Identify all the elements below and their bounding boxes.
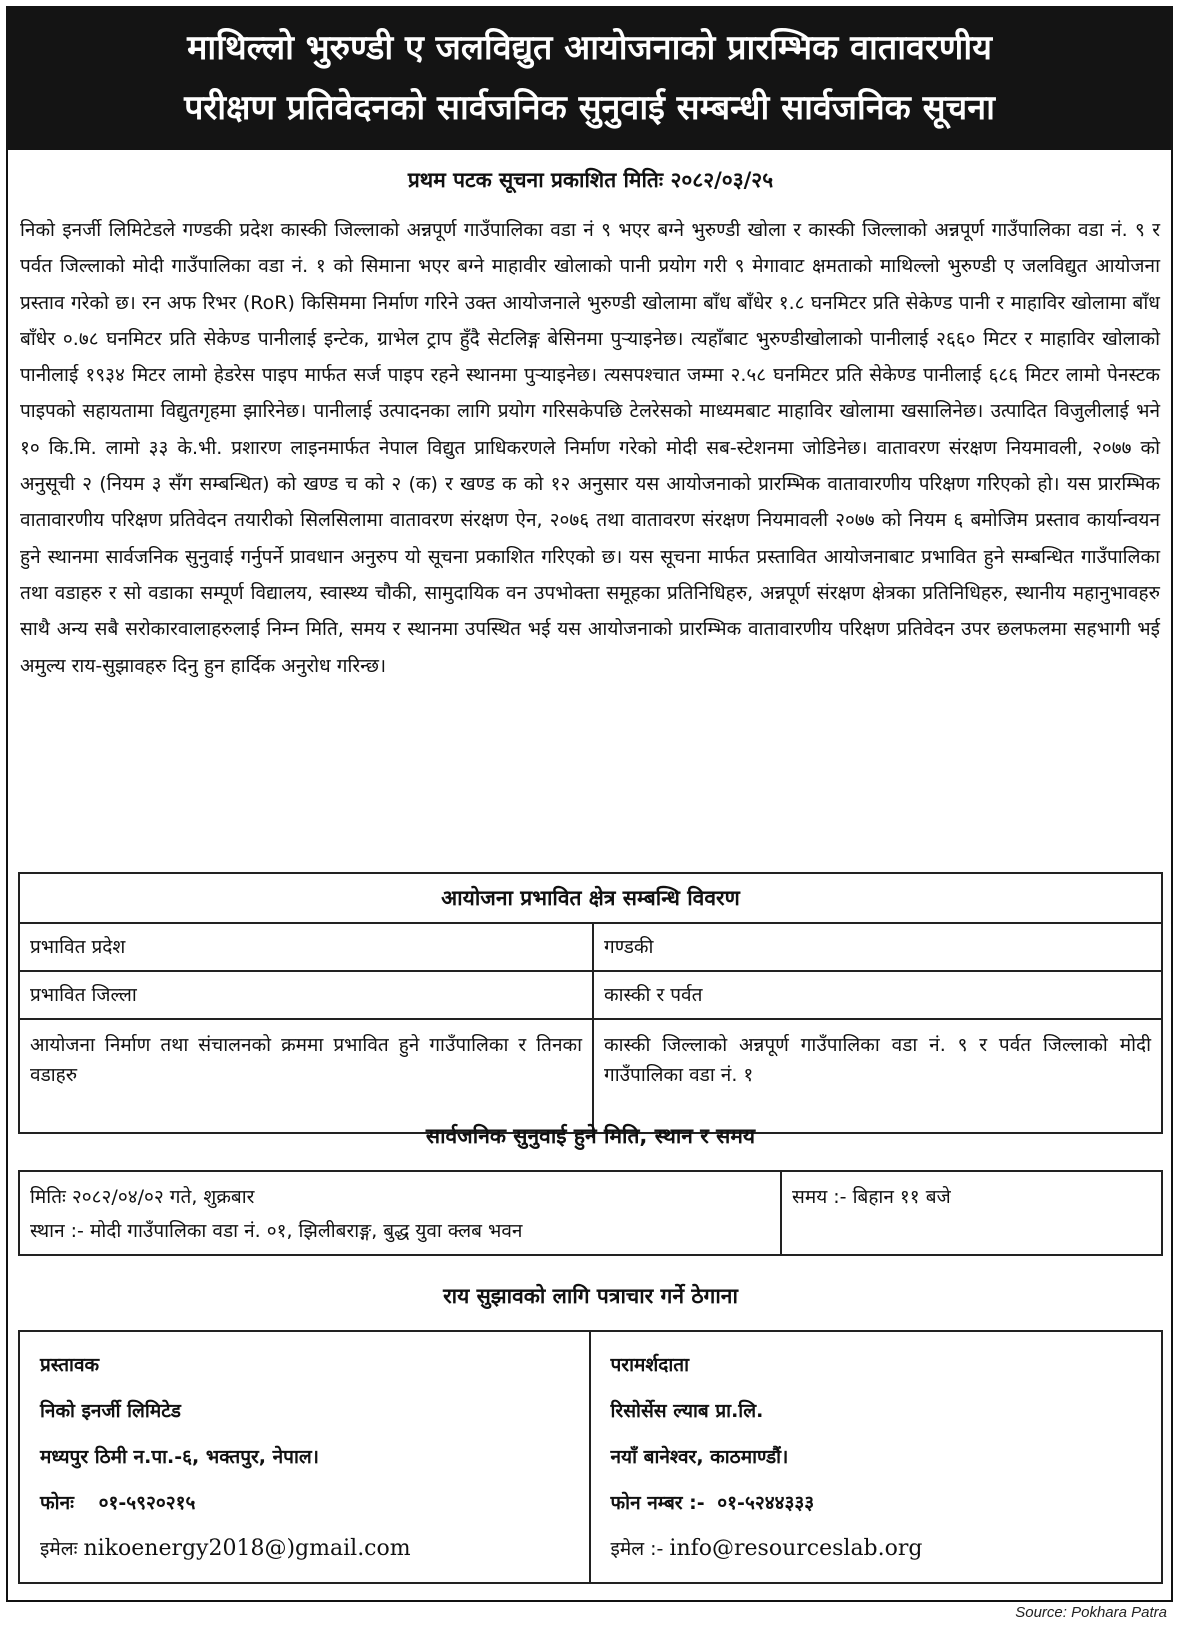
proponent-phone: ०१-५९२०२१५ (98, 1492, 196, 1514)
proponent-name: निको इनर्जी लिमिटेड (40, 1400, 181, 1422)
correspondence-address-box (18, 1330, 1163, 1584)
proponent-email-line (40, 1526, 569, 1572)
hearing-date-place (20, 1172, 782, 1254)
consultant-email-label: इमेल :- (610, 1538, 664, 1560)
proponent-email-label: इमेलः (40, 1538, 78, 1560)
hearing-time: समय :- बिहान ११ बजे (792, 1186, 951, 1208)
table-row (20, 1018, 1161, 1138)
consultant-phone-label: फोन नम्बर :- (610, 1492, 705, 1514)
consultant-email-line (611, 1526, 1142, 1572)
consultant-name: रिसोर्सेस ल्याब प्रा.लि. (610, 1400, 764, 1422)
consultant-address: नयाँ बानेश्वर, काठमाण्डौं। (610, 1446, 789, 1468)
hearing-place: स्थान :- मोदी गाउँपालिका वडा नं. ०१, झिलीबराङ्ग, बुद्ध युवा क्लब भवन (30, 1220, 523, 1242)
consultant-contact (591, 1332, 1162, 1582)
table-row (20, 970, 1161, 1018)
affected-district-value: कास्की र पर्वत (604, 984, 703, 1006)
consultant-heading: परामर्शदाता (610, 1354, 690, 1376)
proponent-email[interactable]: nikoenergy2018@)gmail.com (83, 1536, 411, 1561)
affected-area-title: आयोजना प्रभावित क्षेत्र सम्बन्धि विवरण (441, 886, 740, 910)
consultant-phone: ०१-५२४४३३३ (717, 1492, 815, 1514)
affected-municipality-label: आयोजना निर्माण तथा संचालनको क्रममा प्रभावित हुने गाउँपालिका र तिनका वडाहरु (20, 1020, 594, 1138)
hearing-title: सार्वजनिक सुनुवाई हुने मिति, स्थान र समय (425, 1124, 756, 1148)
publication-date: प्रथम पटक सूचना प्रकाशित मितिः २०८२/०३/२५ (407, 168, 774, 192)
header-title-line-2: परीक्षण प्रतिवेदनको सार्वजनिक सुनुवाई सम्बन्धी सार्वजनिक सूचना (184, 88, 995, 128)
proponent-address: मध्यपुर ठिमी न.पा.-६, भक्तपुर, नेपाल। (40, 1446, 319, 1468)
affected-district-label: प्रभावित जिल्ला (20, 972, 594, 1018)
affected-province-value: गण्डकी (604, 936, 654, 958)
affected-province-label: प्रभावित प्रदेश (20, 924, 594, 970)
source-credit: Source: Pokhara Patra (1015, 1604, 1167, 1621)
hearing-details-box (18, 1170, 1163, 1256)
header-title-line-1: माथिल्लो भुरुण्डी ए जलविद्युत आयोजनाको प्रारम्भिक वातावरणीय (187, 28, 992, 68)
table-row (20, 922, 1161, 970)
consultant-email[interactable]: info@resourceslab.org (669, 1536, 923, 1561)
affected-municipality-value: कास्की जिल्लाको अन्नपूर्ण गाउँपालिका वडा नं. ९ र पर्वत जिल्लाको मोदी गाउँपालिका वडा नं. १ (604, 1034, 1151, 1086)
proponent-heading: प्रस्तावक (40, 1354, 100, 1376)
hearing-date: मितिः २०८२/०४/०२ गते, शुक्रबार (30, 1186, 255, 1208)
proponent-phone-label: फोनः (40, 1492, 74, 1514)
proponent-contact (20, 1332, 591, 1582)
consultant-phone-line (611, 1480, 1142, 1526)
correspondence-title: राय सुझावको लागि पत्राचार गर्ने ठेगाना (443, 1284, 738, 1308)
proponent-phone-line (40, 1480, 569, 1526)
notice-body-paragraph: निको इनर्जी लिमिटेडले गण्डकी प्रदेश कास्की जिल्लाको अन्नपूर्ण गाउँपालिका वडा नं ९ भएर बग्ने भुरुण्डी खोला र कास्की जिल्लाको अन्नपूर्ण गाउँपालिका वडा नं. ९ र पर्वत जिल्लाको मोदी गाउँपालिका वडा नं. १ को सिमाना भएर बग्ने माहावीर खोलाको पानी प्रयोग गरी ९ मेगावाट क्षमताको माथिल्लो भुरुण्डी ए जलविद्युत आयोजना प्रस्ताव गरेको छ। रन अफ रिभर (RoR) किसिममा निर्माण गरिने उक्त आयोजनाले भुरुण्डी खोलामा बाँध बाँधेर १.८ घनमिटर प्रति सेकेण्ड पानी र माहाविर खोलामा बाँध बाँधेर ०.७८ घनमिटर प्रति सेकेण्ड पानीलाई इन्टेक, ग्राभेल ट्राप हुँदै सेटलिङ्ग बेसिनमा पुऱ्याइनेछ। त्यहाँबाट भुरुण्डीखोलाको पानीलाई २६६० मिटर र माहाविर खोलाको पानीलाई १९३४ मिटर लामो हेडरेस पाइप मार्फत सर्ज पाइप रहने स्थानमा पुऱ्याइनेछ। त्यसपश्चात जम्मा २.५८ घनमिटर प्रति सेकेण्ड पानीलाई ६८६ मिटर लामो पेनस्टक पाइपको सहायतामा विद्युतगृहमा झारिनेछ। पानीलाई उत्पादनका लागि प्रयोग गरिसकेपछि टेलरेसको माध्यमबाट माहाविर खोलामा खसालिनेछ। उत्पादित विजुलीलाई भने १० कि.मि. लामो ३३ के.भी. प्रशारण लाइनमार्फत नेपाल विद्युत प्राधिकरणले निर्माण गरेको मोदी सब-स्टेशनमा जोडिनेछ। वातावरण संरक्षण नियमावली, २०७७ को अनुसूची २ (नियम ३ सँग सम्बन्धित) को खण्ड च को २ (क) र खण्ड क को १२ अनुसार यस आयोजनाको प्रारम्भिक वातावारणीय परिक्षण गरिएको हो। यस प्रारम्भिक वातावारणीय परिक्षण प्रतिवेदन तयारीको सिलसिलामा वातावरण संरक्षण ऐन, २०७६ तथा वातावरण संरक्षण नियमावली २०७७ को नियम ६ बमोजिम प्रस्ताव कार्यान्वयन हुने स्थानमा सार्वजनिक सुनुवाई गर्नुपर्ने प्रावधान अनुरुप यो सूचना प्रकाशित गरिएको छ। यस सूचना मार्फत प्रस्तावित आयोजनाबाट प्रभावित हुने सम्बन्धित गाउँपालिका तथा वडाहरु र सो वडाका सम्पूर्ण विद्यालय, स्वास्थ्य चौकी, सामुदायिक वन उपभोक्ता समूहका प्रतिनिधिहरु, अन्नपूर्ण संरक्षण क्षेत्रका प्रतिनिधिहरु, स्थानीय महानुभावहरु साथै अन्य सबै सरोकारवालाहरुलाई निम्न मिति, समय र स्थानमा उपस्थित भई यस आयोजनाको प्रारम्भिक वातावारणीय परिक्षण प्रतिवेदन उपर छलफलमा सहभागी भई अमुल्य राय-सुझावहरु दिनु हुन हार्दिक अनुरोध गरिन्छ। (20, 219, 1160, 677)
affected-area-table (18, 872, 1163, 1134)
notice-header (6, 6, 1173, 150)
